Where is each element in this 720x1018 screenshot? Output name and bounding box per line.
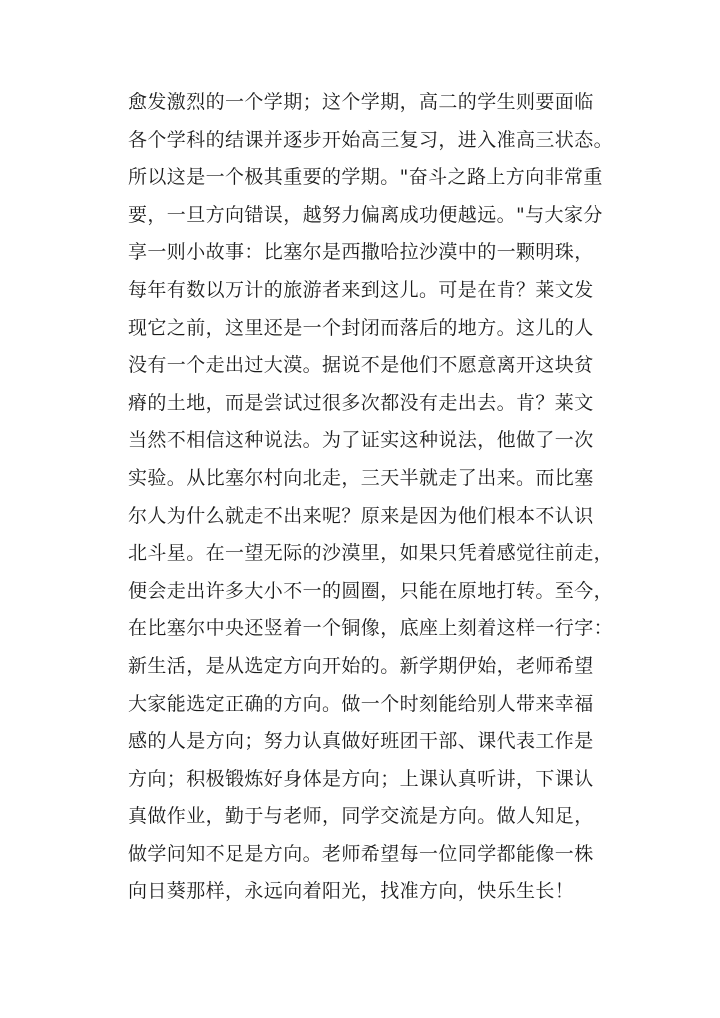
text-line: 所以这是一个极其重要的学期。"奋斗之路上方向非常重	[128, 166, 603, 189]
text-line: 做学问知不足是方向。老师希望每一位同学都能像一株	[128, 842, 594, 865]
text-line: 向日葵那样，永远向着阳光，找准方向，快乐生长！	[128, 880, 575, 903]
text-line: 当然不相信这种说法。为了证实这种说法，他做了一次	[128, 429, 594, 452]
text-line: 各个学科的结课并逐步开始高三复习，进入准高三状态。	[128, 128, 614, 151]
text-line: 大家能选定正确的方向。做一个时刻能给别人带来幸福	[128, 692, 594, 715]
text-line: 感的人是方向；努力认真做好班团干部、课代表工作是	[128, 730, 594, 753]
text-line: 尔人为什么就走不出来呢？原来是因为他们根本不认识	[128, 504, 594, 527]
text-line: 真做作业，勤于与老师，同学交流是方向。做人知足，	[128, 805, 594, 828]
text-line: 没有一个走出过大漠。据说不是他们不愿意离开这块贫	[128, 354, 594, 377]
text-line: 北斗星。在一望无际的沙漠里，如果只凭着感觉往前走，	[128, 542, 614, 565]
text-line: 瘠的土地，而是尝试过很多次都没有走出去。肯？莱文	[128, 391, 594, 414]
text-line: 要，一旦方向错误，越努力偏离成功便越远。"与大家分	[128, 203, 603, 226]
text-line: 新生活，是从选定方向开始的。新学期伊始，老师希望	[128, 654, 594, 677]
text-line: 在比塞尔中央还竖着一个铜像，底座上刻着这样一行字：	[128, 617, 614, 640]
text-line: 方向；积极锻炼好身体是方向；上课认真听讲，下课认	[128, 767, 594, 790]
text-line: 享一则小故事：比塞尔是西撒哈拉沙漠中的一颗明珠，	[128, 241, 594, 264]
text-line: 便会走出许多大小不一的圆圈，只能在原地打转。至今，	[128, 579, 614, 602]
text-line: 实验。从比塞尔村向北走，三天半就走了出来。而比塞	[128, 466, 594, 489]
text-line: 每年有数以万计的旅游者来到这儿。可是在肯？莱文发	[128, 278, 594, 301]
text-line: 现它之前，这里还是一个封闭而落后的地方。这儿的人	[128, 316, 594, 339]
text-line: 愈发激烈的一个学期；这个学期，高二的学生则要面临	[128, 91, 594, 113]
body-text	[128, 84, 614, 911]
